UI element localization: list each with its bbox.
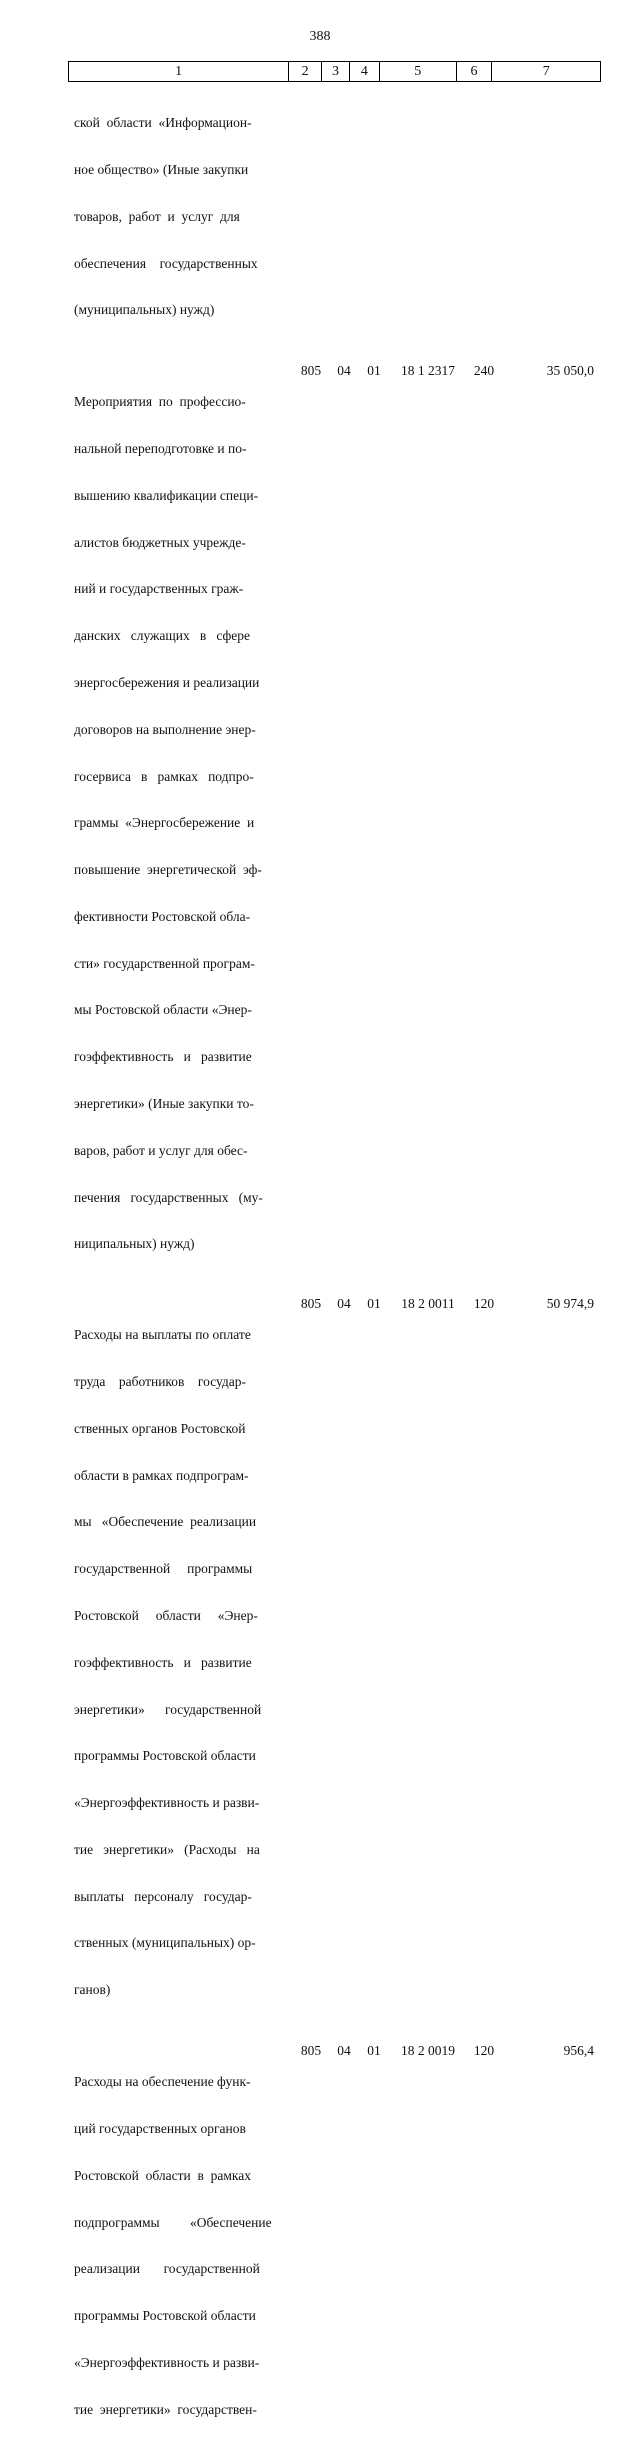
description-line: печения государственных (му-	[74, 1189, 263, 1205]
column-header-6: 6	[457, 62, 493, 81]
cell-ministry-code: 805	[300, 1296, 322, 1312]
column-header-1: 1	[69, 62, 289, 81]
description-line: ниципальных) нужд)	[74, 1236, 195, 1252]
description-line: данских служащих в сфере	[74, 628, 250, 644]
description-line: гоэффективность и развитие	[74, 1049, 252, 1065]
cell-ministry-code: 805	[300, 363, 322, 379]
row-description	[74, 2043, 283, 2448]
description-line: товаров, работ и услуг для	[74, 208, 240, 224]
description-line: гоэффективность и развитие	[74, 1654, 252, 1670]
table-row	[74, 84, 600, 349]
description-line: ний и государственных граж-	[74, 581, 244, 597]
description-line: нальной переподготовке и по-	[74, 441, 247, 457]
description-line: энергетики» (Иные закупки то-	[74, 1096, 254, 1111]
column-header-2: 2	[289, 62, 322, 81]
description-line: варов, работ и услуг для обес-	[74, 1142, 248, 1158]
page-number: 388	[309, 29, 331, 44]
cell-ministry-code: 805	[300, 2043, 322, 2059]
description-line: государственной программы	[74, 1561, 253, 1577]
description-line: ганов)	[74, 1982, 111, 1998]
description-line: выплаты персоналу государ-	[74, 1888, 252, 1904]
description-line: алистов бюджетных учрежде-	[74, 534, 246, 550]
table-row	[74, 2043, 600, 2448]
description-line: (муниципальных) нужд)	[74, 302, 215, 318]
column-header-5: 5	[380, 62, 457, 81]
description-line: труда работников государ-	[74, 1374, 247, 1390]
description-line: обеспечения государственных	[74, 255, 258, 271]
description-line: повышение энергетической эф-	[74, 862, 262, 878]
table-header-row	[68, 61, 601, 82]
description-line: фективности Ростовской обла-	[74, 908, 251, 924]
row-description	[74, 363, 283, 1283]
description-line: программы Ростовской области	[74, 2308, 256, 2324]
description-line: «Энергоэффективность и разви-	[74, 2354, 260, 2370]
description-line: Ростовской области «Энер-	[74, 1608, 258, 1623]
description-line: мы «Обеспечение реализации	[74, 1514, 257, 1530]
description-line: области в рамках подпрограм-	[74, 1467, 249, 1483]
description-line: энергосбережения и реализации	[74, 674, 260, 690]
description-line: подпрограммы «Обеспечение	[74, 2214, 272, 2230]
description-line: сти» государственной програм-	[74, 955, 255, 971]
description-line: Ростовской области в рамках	[74, 2167, 251, 2183]
row-description	[74, 84, 283, 349]
cell-section-code: 04	[337, 363, 351, 379]
cell-section-code: 04	[337, 1296, 351, 1312]
description-line: ской области «Информацион-	[74, 115, 252, 131]
description-line: госервиса в рамках подпро-	[74, 768, 254, 784]
cell-amount: 956,4	[563, 2043, 594, 2059]
row-description	[74, 1296, 283, 2029]
cell-target-article: 18 1 2317	[401, 363, 455, 379]
cell-subsection-code: 01	[367, 2043, 381, 2059]
cell-amount: 35 050,0	[546, 363, 594, 379]
description-line: программы Ростовской области	[74, 1748, 256, 1764]
description-line: энергетики» государственной	[74, 1701, 262, 1717]
description-line: тие энергетики» государствен-	[74, 2401, 257, 2417]
cell-expense-type: 120	[473, 2043, 495, 2059]
column-header-4: 4	[350, 62, 380, 81]
description-line: «Энергоэффективность и разви-	[74, 1795, 260, 1811]
description-line: ственных органов Ростовской	[74, 1420, 246, 1436]
column-header-3: 3	[322, 62, 350, 81]
cell-subsection-code: 01	[367, 363, 381, 379]
description-line: ственных (муниципальных) ор-	[74, 1935, 256, 1951]
description-line: Расходы на выплаты по оплате	[74, 1327, 251, 1343]
column-header-7: 7	[542, 64, 550, 79]
cell-target-article: 18 2 0019	[401, 2043, 455, 2059]
table-row	[74, 1296, 600, 2029]
description-line: мы Ростовской области «Энер-	[74, 1002, 252, 1018]
cell-amount: 50 974,9	[546, 1296, 594, 1312]
description-line: ное общество» (Иные закупки	[74, 161, 249, 177]
cell-target-article: 18 2 0011	[401, 1296, 455, 1312]
table-row	[74, 363, 600, 1283]
description-line: Мероприятия по профессио-	[74, 394, 246, 410]
description-line: граммы «Энергосбережение и	[74, 815, 255, 831]
cell-subsection-code: 01	[367, 1296, 381, 1312]
description-line: ций государственных органов	[74, 2121, 246, 2136]
cell-expense-type: 120	[473, 1296, 495, 1312]
description-line: вышению квалификации специ-	[74, 487, 259, 503]
description-line: реализации государственной	[74, 2261, 260, 2277]
description-line: договоров на выполнение энер-	[74, 721, 256, 737]
cell-expense-type: 240	[473, 363, 495, 379]
description-line: Расходы на обеспечение функ-	[74, 2074, 251, 2090]
table-body	[74, 84, 600, 2448]
description-line: тие энергетики» (Расходы на	[74, 1841, 260, 1857]
cell-section-code: 04	[337, 2043, 351, 2059]
